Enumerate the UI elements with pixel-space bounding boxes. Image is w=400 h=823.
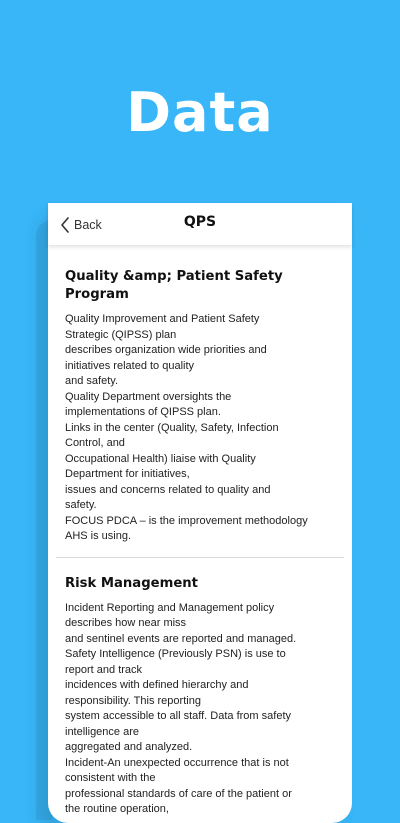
section-title: Quality &amp; Patient Safety Program: [65, 269, 283, 302]
body-text-line: intelligence are: [65, 725, 139, 738]
body-text-line: safety.: [65, 499, 97, 511]
body-text-line: describes organization wide priorities and: [65, 344, 267, 356]
body-text-line: report and track: [65, 663, 143, 676]
body-text-line: Department for initiatives,: [65, 468, 190, 480]
body-text-line: Quality Department oversights the: [65, 390, 232, 403]
section-body: [65, 312, 335, 545]
body-text-line: aggregated and analyzed.: [65, 741, 193, 753]
body-text-line: FOCUS PDCA – is the improvement methodology: [65, 514, 308, 527]
body-text-line: issues and concerns related to quality and: [65, 483, 271, 496]
back-label: Back: [74, 218, 102, 232]
body-text-line: system accessible to all staff. Data from safety: [65, 710, 291, 722]
body-text-line: incidences with defined hierarchy and: [65, 679, 249, 691]
body-text-line: the routine operation,: [65, 803, 169, 815]
body-text-line: Safety Intelligence (Previously PSN) is use to: [65, 648, 286, 660]
body-text-line: Incident-An unexpected occurrence that is not: [65, 756, 289, 769]
body-text-line: and sentinel events are reported and managed.: [65, 632, 297, 645]
body-text-line: initiatives related to quality: [65, 359, 195, 372]
body-text-line: describes how near miss: [65, 617, 187, 629]
body-text-line: Links in the center (Quality, Safety, Infection: [65, 421, 279, 434]
body-text-line: Strategic (QIPSS) plan: [65, 328, 177, 341]
body-text-line: implementations of QIPSS plan.: [65, 406, 221, 418]
banner-title: Data: [126, 81, 274, 144]
nav-bar: [48, 203, 352, 245]
body-text-line: and safety.: [65, 375, 118, 387]
body-text-line: Occupational Health) liaise with Quality: [65, 452, 256, 465]
body-text-line: Control, and: [65, 437, 125, 449]
body-text-line: professional standards of care of the patient or: [65, 787, 292, 800]
page-title: QPS: [183, 214, 217, 230]
body-text-line: AHS is using.: [65, 530, 132, 542]
content-scroll[interactable]: [48, 245, 352, 823]
body-text-line: consistent with the: [65, 772, 156, 784]
section-risk-management: [48, 558, 352, 818]
body-text-line: Incident Reporting and Management policy: [65, 601, 275, 614]
body-text-line: Quality Improvement and Patient Safety: [65, 313, 260, 325]
section-title: Risk Management: [65, 575, 198, 591]
phone-frame: [48, 203, 352, 823]
section-quality-patient-safety: [48, 245, 352, 545]
section-body: [65, 601, 335, 818]
body-text-line: responsibility. This reporting: [65, 694, 201, 707]
